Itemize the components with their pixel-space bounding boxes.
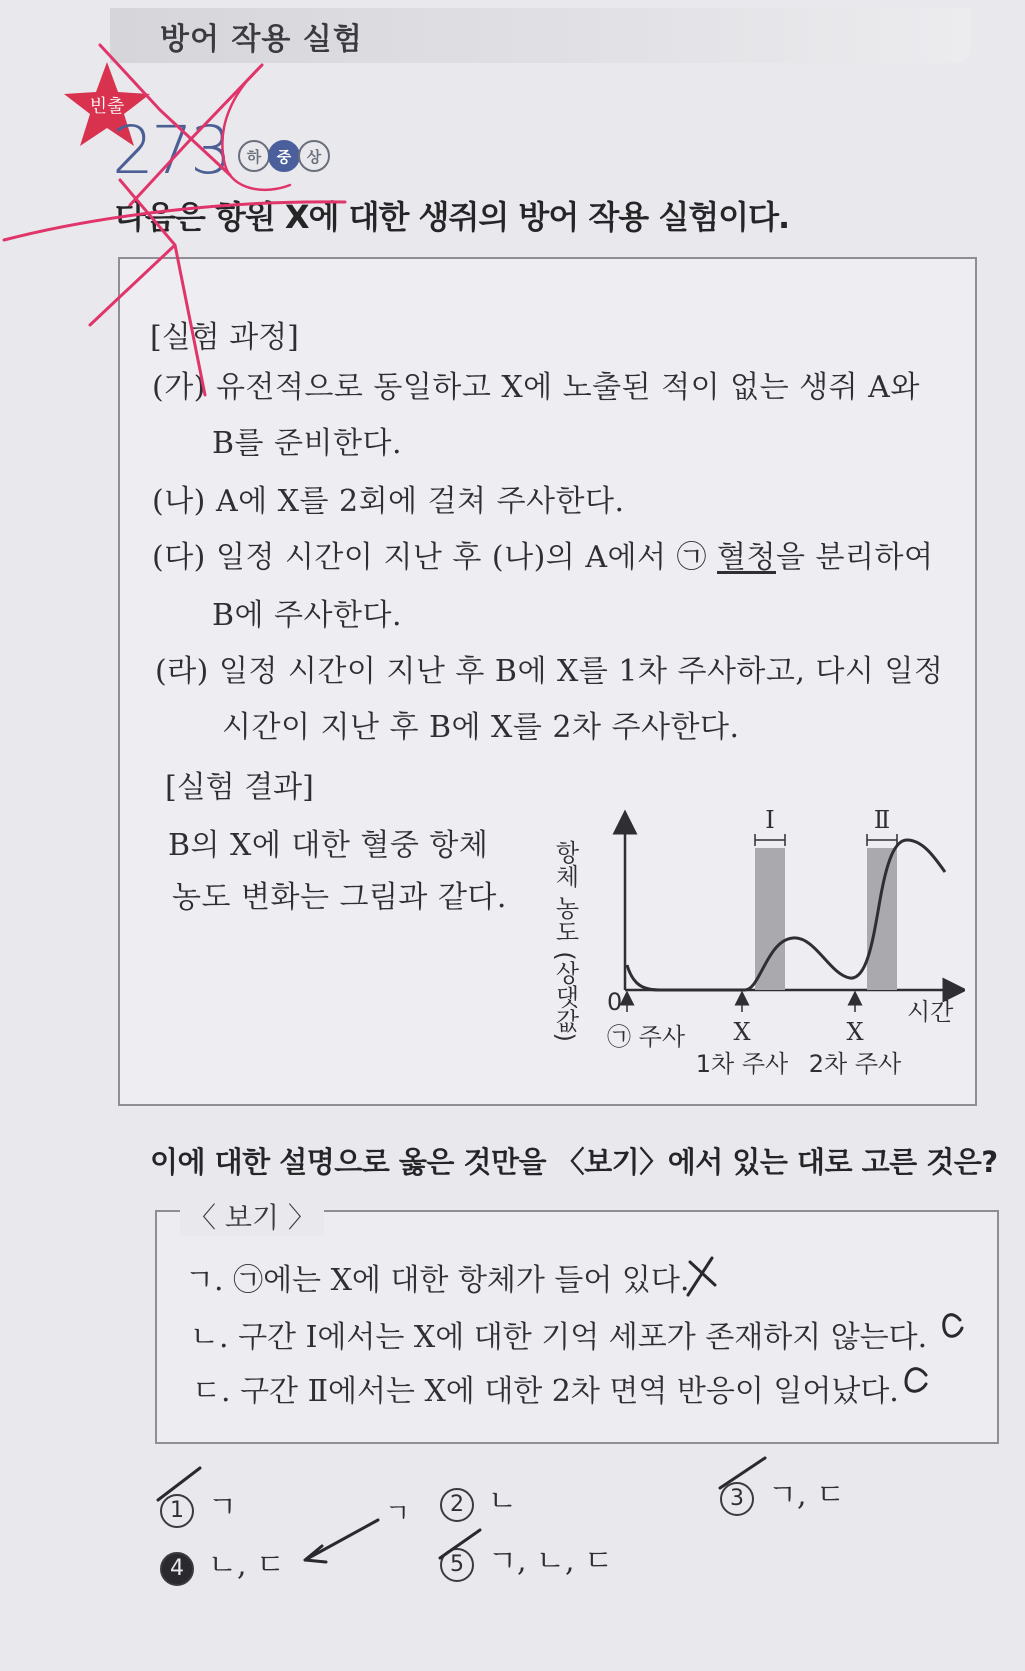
difficulty-high: 상	[298, 140, 330, 172]
serum-term: 혈청	[717, 540, 776, 575]
section-title: 방어 작용 실험	[160, 22, 363, 57]
interval-1-label: Ⅰ	[765, 806, 775, 834]
step-text: 일정 시간이 지난 후 B에 X를 1차 주사하고, 다시 일정	[218, 654, 944, 689]
step-ra-line2: 시간이 지난 후 B에 X를 2차 주사한다.	[222, 710, 740, 745]
step-ga-line2: B를 준비한다.	[212, 426, 403, 461]
choice-text: ㄱ, ㄴ, ㄷ	[488, 1544, 614, 1579]
step-na	[152, 476, 625, 520]
choice-number: 3	[720, 1482, 754, 1516]
result-line-1: B의 X에 대한 혈중 항체	[168, 828, 489, 863]
event-2-bottom: 2차 주사	[808, 1050, 902, 1078]
choice-number: 4	[160, 1552, 194, 1586]
step-label: (다)	[152, 540, 206, 575]
handwritten-arrow	[305, 1520, 378, 1562]
choice-text: ㄱ, ㄷ	[768, 1478, 846, 1513]
interval-1-band	[755, 848, 785, 990]
event-serum-label: ㉠ 주사	[607, 1023, 685, 1051]
step-label: (가)	[152, 370, 206, 405]
interval-2-band	[867, 848, 897, 990]
badge-label: 빈출	[89, 96, 125, 117]
bogi-title: 〈 보기 〉	[180, 1196, 324, 1236]
step-text: A에 X를 2회에 걸쳐 주사한다.	[215, 484, 625, 519]
step-da-line2: B에 주사한다.	[212, 598, 403, 633]
choice-5[interactable]	[440, 1536, 613, 1582]
choice-number: 5	[440, 1548, 474, 1582]
bogi-item-c	[192, 1366, 899, 1410]
y-axis-label: 항체 농도 (상댓값)	[551, 840, 579, 1042]
x-axis-label: 시간	[907, 998, 954, 1026]
interval-2-label: Ⅱ	[873, 806, 891, 834]
step-label: (나)	[152, 484, 206, 519]
antibody-chart	[545, 800, 965, 1080]
choice-text: ㄴ, ㄷ	[208, 1548, 286, 1583]
difficulty-mid: 중	[268, 140, 300, 172]
bogi-text: 구간 Ⅰ에서는 X에 대한 기억 세포가 존재하지 않는다.	[238, 1320, 928, 1355]
event-1-top: X	[733, 1018, 751, 1046]
choice-number: 2	[440, 1488, 474, 1522]
question-prompt: 이에 대한 설명으로 옳은 것만을 〈보기〉에서 있는 대로 고른 것은?	[150, 1145, 998, 1179]
step-label: (라)	[155, 654, 209, 689]
antibody-curve	[627, 840, 945, 990]
choice-3[interactable]	[720, 1470, 845, 1516]
choice-2[interactable]	[440, 1476, 517, 1522]
process-title: [실험 과정]	[150, 320, 299, 355]
handwritten-note: ㄱ	[385, 1499, 411, 1529]
step-ga	[152, 362, 920, 406]
result-title: [실험 결과]	[165, 770, 314, 805]
bogi-text: ㉠에는 X에 대한 항체가 들어 있다.	[233, 1263, 690, 1298]
step-text: 유전적으로 동일하고 X에 노출된 적이 없는 생쥐 A와	[215, 370, 920, 405]
choice-number: 1	[160, 1494, 194, 1528]
step-text-after: 을 분리하여	[776, 540, 934, 575]
choice-text: ㄴ	[488, 1484, 517, 1519]
choice-1[interactable]	[160, 1482, 237, 1528]
event-1-bottom: 1차 주사	[695, 1050, 789, 1078]
event-2-top: X	[846, 1018, 864, 1046]
problem-number: 273	[112, 112, 229, 189]
bogi-item-a	[185, 1255, 689, 1299]
bogi-marker: ㄱ.	[185, 1263, 224, 1298]
difficulty-low: 하	[238, 140, 270, 172]
origin-label: 0	[607, 988, 623, 1016]
step-text: 일정 시간이 지난 후 (나)의 A에서 ㉠	[215, 540, 718, 575]
step-da	[152, 532, 933, 576]
step-ra	[155, 646, 943, 690]
bogi-marker: ㄷ.	[192, 1374, 231, 1409]
bogi-marker: ㄴ.	[190, 1320, 229, 1355]
bogi-item-b	[190, 1312, 927, 1356]
bogi-text: 구간 Ⅱ에서는 X에 대한 2차 면역 반응이 일어났다.	[240, 1374, 899, 1409]
problem-question: 다음은 항원 X에 대한 생쥐의 방어 작용 실험이다.	[115, 198, 790, 236]
result-line-2: 농도 변화는 그림과 같다.	[172, 880, 507, 915]
choice-text: ㄱ	[208, 1490, 237, 1525]
choice-4[interactable]	[160, 1540, 285, 1586]
